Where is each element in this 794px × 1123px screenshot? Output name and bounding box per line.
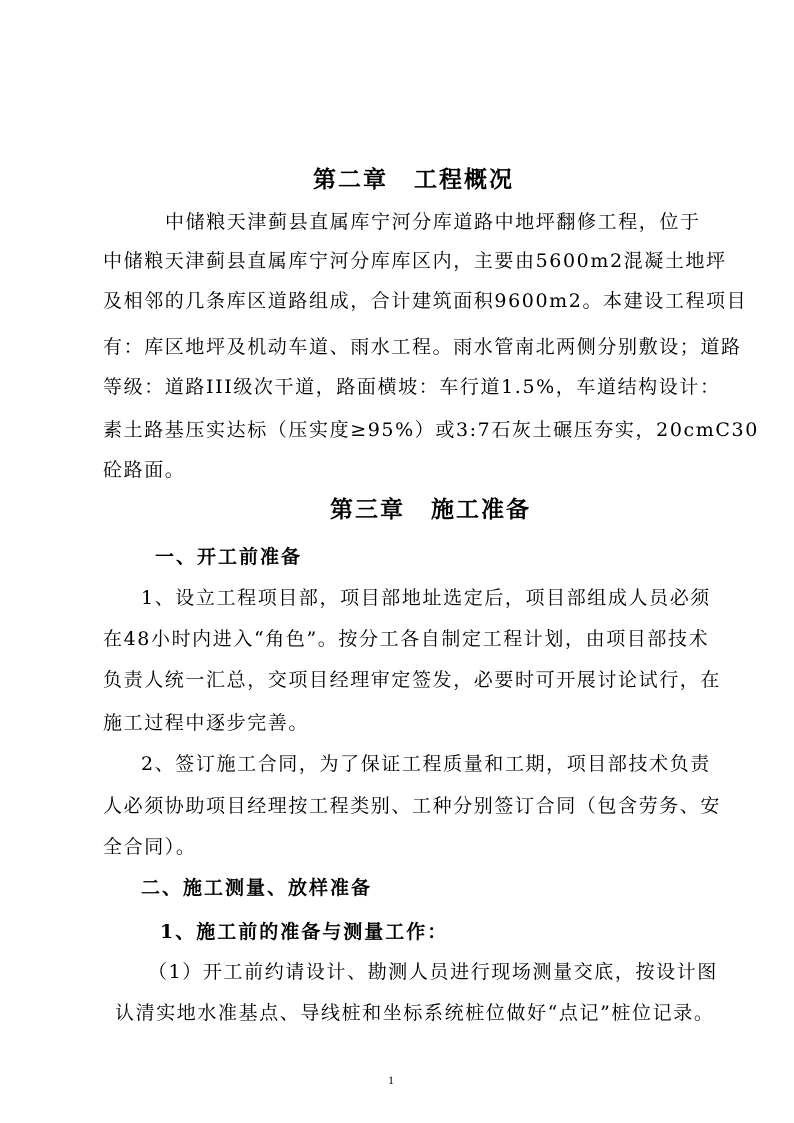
chapter-2-line-3: 及相邻的几条库区道路组成，合计建筑面积9600m2。本建设工程项目	[103, 290, 748, 312]
chapter-2-line-5: 等级：道路III级次干道，路面横坡：车行道1.5%，车道结构设计：	[103, 376, 721, 398]
section-2-para-line-1: （1）开工前约请设计、勘测人员进行现场测量交底，按设计图	[148, 961, 718, 983]
chapter-3-heading	[330, 496, 531, 524]
section-1-para-2-line-1: 2、签订施工合同，为了保证工程质量和工期，项目部技术负责	[141, 753, 711, 775]
chapter-2-title: 工程概况	[414, 166, 514, 193]
section-1-title: 一、开工前准备	[155, 546, 303, 568]
section-1-para-2-line-3: 全合同）。	[103, 836, 197, 858]
chapter-2-number: 第二章	[313, 166, 388, 193]
section-2-subtitle-1: 1、施工前的准备与测量工作：	[160, 921, 449, 943]
section-1-para-1-line-3: 负责人统一汇总，交项目经理审定签发，必要时可开展讨论试行，在	[103, 669, 722, 691]
section-2-title: 二、施工测量、放样准备	[141, 877, 373, 899]
section-1-para-1-line-4: 施工过程中逐步完善。	[103, 712, 310, 734]
page-number: 1	[388, 1073, 394, 1087]
chapter-2-line-1: 中储粮天津蓟县直属库宁河分库道路中地坪翻修工程，位于	[165, 211, 701, 233]
section-1-para-2-line-2: 人必须协助项目经理按工程类别、工种分别签订合同（包含劳务、安	[103, 795, 722, 817]
chapter-2-heading	[313, 166, 514, 194]
chapter-2-line-2: 中储粮天津蓟县直属库宁河分库库区内，主要由5600m2混凝土地坪	[103, 250, 727, 272]
section-2-para-line-2: 认清实地水准基点、导线桩和坐标系统桩位做好“点记”桩位记录。	[115, 1002, 715, 1024]
chapter-2-line-6: 素土路基压实达标（压实度≥95%）或3:7石灰土碾压夯实，20cmC30	[103, 419, 759, 441]
section-1-para-1-line-2: 在48小时内进入“角色”。按分工各自制定工程计划，由项目部技术	[103, 628, 710, 650]
chapter-3-title: 施工准备	[431, 496, 531, 523]
chapter-3-number: 第三章	[330, 496, 405, 523]
chapter-2-line-7: 砼路面。	[103, 459, 186, 481]
chapter-2-line-4: 有：库区地坪及机动车道、雨水工程。雨水管南北两侧分别敷设；道路	[103, 336, 742, 358]
section-1-para-1-line-1: 1、设立工程项目部，项目部地址选定后，项目部组成人员必须	[141, 587, 711, 609]
